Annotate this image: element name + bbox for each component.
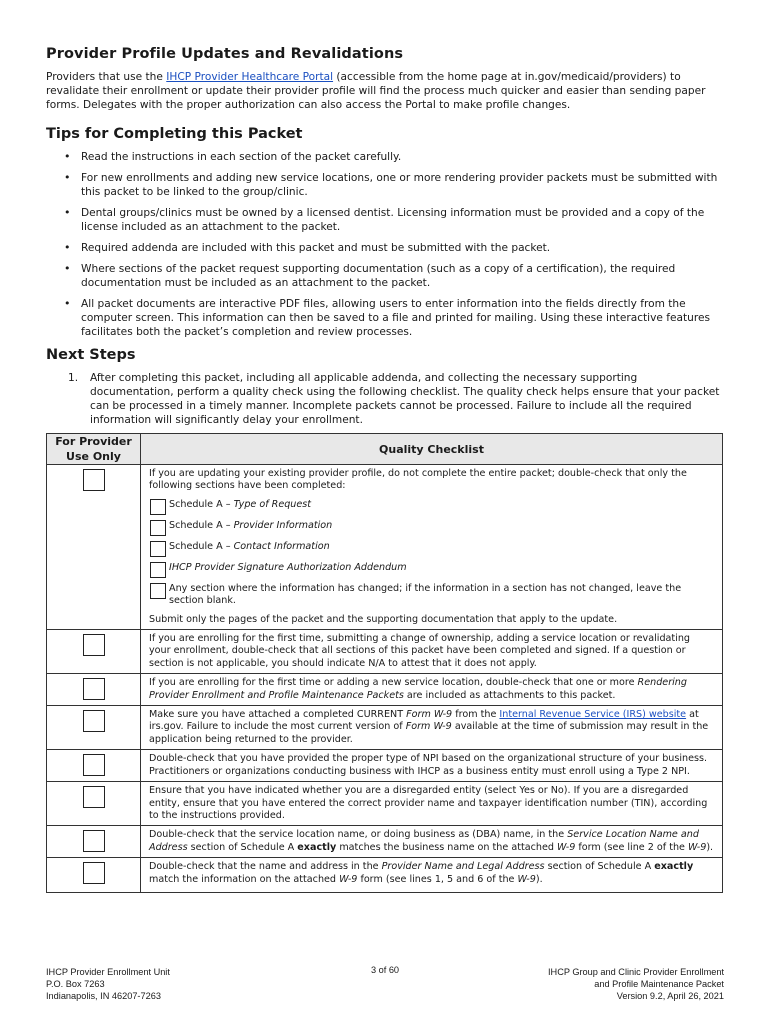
quality-checklist-table bbox=[46, 433, 723, 893]
text-run: section of Schedule A bbox=[544, 861, 655, 873]
text-run-italic: W-9 bbox=[339, 873, 358, 885]
tip-item: • For new enrollments and adding new service locations, one or more rendering provider packets must be submitted with this packet to be linked to the group/clinic. bbox=[64, 171, 722, 199]
text-run: If you are enrolling for the first time or adding a new service location, double-check that one or more bbox=[149, 677, 638, 689]
text-run-italic: W-9 bbox=[557, 841, 576, 853]
footer-document-info bbox=[548, 966, 724, 1002]
footer-city: Indianapolis, IN 46207-7263 bbox=[46, 991, 161, 1001]
tip-item: • Read the instructions in each section of the packet carefully. bbox=[64, 150, 722, 164]
text-run: at irs.gov. Failure to include the most current version of bbox=[149, 709, 699, 733]
sub-label: Schedule A – bbox=[169, 519, 234, 531]
sub-label-italic: Type of Request bbox=[233, 498, 312, 510]
checkbox-cell bbox=[47, 750, 141, 782]
tip-item: • Required addenda are included with this packet and must be submitted with the packet. bbox=[64, 241, 722, 255]
row1-outro: Submit only the pages of the packet and the supporting documentation that apply to the update. bbox=[149, 613, 618, 625]
sub-check-item bbox=[149, 497, 714, 514]
tip-item: • Dental groups/clinics must be owned by a licensed dentist. Licensing information must be provided and a copy of the license included as an attachment to the packet. bbox=[64, 206, 722, 234]
footer-po-box: P.O. Box 7263 bbox=[46, 979, 105, 989]
checkbox-cell bbox=[47, 826, 141, 858]
sub-label-italic: Provider Information bbox=[233, 519, 333, 531]
checklist-row bbox=[47, 782, 723, 826]
checklist-text: Ensure that you have indicated whether you are a disregarded entity (select Yes or No). If you are a disregarded entity, ensure that you have entered the correct provider name and taxpayer identification number (TIN), according to the instructions provided. bbox=[141, 782, 723, 826]
sub-check-item bbox=[149, 581, 714, 608]
provider-use-header: For Provider Use Only bbox=[47, 434, 141, 465]
provider-checkbox[interactable] bbox=[83, 469, 105, 491]
text-run-bold: exactly bbox=[654, 861, 694, 873]
text-run: form (see lines 1, 5 and 6 of the bbox=[357, 873, 518, 885]
footer-doc-title: IHCP Group and Clinic Provider Enrollment bbox=[548, 967, 724, 977]
text-run: Make sure you have attached a completed CURRENT bbox=[149, 709, 407, 721]
provider-checkbox[interactable] bbox=[83, 786, 105, 808]
intro-text-post: (accessible from the home page at in.gov/medicaid/providers) to revalidate their enrollment or update their provider profile will find the process much quicker and easier than sending paper forms. Delegates with the proper authorization can also access the Portal to make profile changes. bbox=[46, 71, 706, 111]
checkbox-cell bbox=[47, 465, 141, 630]
sub-check-item bbox=[149, 539, 714, 556]
tips-list bbox=[46, 150, 722, 339]
sub-checkbox[interactable] bbox=[150, 520, 166, 536]
text-run-italic: Form W-9 bbox=[405, 721, 452, 733]
checklist-row bbox=[47, 630, 723, 674]
text-run: Double-check that the service location name, or doing business as (DBA) name, in the bbox=[149, 829, 568, 841]
section-heading-tips: Tips for Completing this Packet bbox=[46, 126, 303, 142]
checklist-text bbox=[141, 858, 723, 893]
sub-label: Schedule A – bbox=[169, 540, 234, 552]
row1-intro: If you are updating your existing provider profile, do not complete the entire packet; double-check that only the following sections have been completed: bbox=[149, 468, 687, 492]
footer-doc-subtitle: and Profile Maintenance Packet bbox=[594, 979, 724, 989]
sub-label-italic: Contact Information bbox=[233, 540, 330, 552]
text-run: from the bbox=[452, 709, 500, 721]
checklist-text bbox=[141, 465, 723, 630]
sub-label-italic: IHCP Provider Signature Authorization Addendum bbox=[169, 561, 407, 573]
provider-checkbox[interactable] bbox=[83, 862, 105, 884]
footer-unit: IHCP Provider Enrollment Unit bbox=[46, 967, 170, 977]
step-number: 1. bbox=[68, 372, 79, 384]
step-item bbox=[68, 371, 722, 427]
checkbox-cell bbox=[47, 674, 141, 706]
text-run: Double-check that the name and address in the bbox=[149, 861, 382, 873]
text-run: match the information on the attached bbox=[149, 873, 340, 885]
tip-item: • All packet documents are interactive PDF files, allowing users to enter information into the fields directly from the computer screen. This information can then be saved to a file and printed for mailing. Using these interactive features facilitates both the packet’s completion and review processes. bbox=[64, 297, 722, 339]
irs-website-link[interactable]: Internal Revenue Service (IRS) website bbox=[499, 709, 687, 721]
provider-checkbox[interactable] bbox=[83, 678, 105, 700]
provider-checkbox[interactable] bbox=[83, 830, 105, 852]
checklist-text bbox=[141, 826, 723, 858]
checkbox-cell bbox=[47, 858, 141, 893]
document-page bbox=[46, 46, 722, 893]
sub-label: Any section where the information has changed; if the information in a section has not changed, leave the section blank. bbox=[169, 582, 682, 607]
text-run-italic: W-9 bbox=[688, 841, 707, 853]
sub-check-item bbox=[149, 560, 714, 577]
text-run: available at the time of submission may result in the application being returned to the provider. bbox=[149, 721, 709, 745]
sub-check-item bbox=[149, 518, 714, 535]
text-run: matches the business name on the attached bbox=[336, 841, 558, 853]
portal-link[interactable]: IHCP Provider Healthcare Portal bbox=[166, 71, 334, 83]
sub-checkbox[interactable] bbox=[150, 541, 166, 557]
section-heading-next-steps: Next Steps bbox=[46, 347, 136, 363]
checklist-row bbox=[47, 674, 723, 706]
checklist-row bbox=[47, 706, 723, 750]
footer-version: Version 9.2, April 26, 2021 bbox=[616, 991, 724, 1001]
text-run-italic: Form W-9 bbox=[406, 709, 453, 721]
intro-text-pre: Providers that use the bbox=[46, 71, 167, 83]
provider-checkbox[interactable] bbox=[83, 634, 105, 656]
checklist-row bbox=[47, 858, 723, 893]
text-run-italic: Provider Name and Legal Address bbox=[381, 861, 545, 873]
quality-checklist-header: Quality Checklist bbox=[141, 434, 723, 465]
checklist-row bbox=[47, 750, 723, 782]
text-run: ). bbox=[706, 841, 714, 853]
checklist-text bbox=[141, 706, 723, 750]
checkbox-cell bbox=[47, 630, 141, 674]
checklist-header-row bbox=[47, 434, 723, 465]
checkbox-cell bbox=[47, 782, 141, 826]
text-run: section of Schedule A bbox=[187, 841, 298, 853]
checklist-row bbox=[47, 465, 723, 630]
text-run: form (see line 2 of the bbox=[575, 841, 688, 853]
tip-item: • Where sections of the packet request supporting documentation (such as a copy of a certification), the required documentation must be included as an attachment to the packet. bbox=[64, 262, 722, 290]
checklist-text: If you are enrolling for the first time, submitting a change of ownership, adding a service location or revalidating your enrollment, double-check that all sections of this packet have been completed and signed. If a question or section is not applicable, you should indicate N/A to attest that it does not apply. bbox=[141, 630, 723, 674]
sub-checkbox[interactable] bbox=[150, 562, 166, 578]
sub-checkbox[interactable] bbox=[150, 499, 166, 515]
provider-checkbox[interactable] bbox=[83, 710, 105, 732]
text-run-italic: Service Location Name and Address bbox=[149, 829, 699, 853]
page-number: 3 of 60 bbox=[370, 965, 400, 975]
sub-checkbox[interactable] bbox=[150, 583, 166, 599]
section-heading-profile-updates: Provider Profile Updates and Revalidations bbox=[46, 46, 404, 62]
sub-label: Schedule A – bbox=[169, 498, 234, 510]
text-run-bold: exactly bbox=[297, 841, 337, 853]
text-run: are included as attachments to this packet. bbox=[403, 689, 616, 701]
checkbox-cell bbox=[47, 706, 141, 750]
profile-updates-paragraph bbox=[46, 70, 722, 112]
text-run: ). bbox=[535, 873, 543, 885]
text-run-italic: Rendering Provider Enrollment and Profile Maintenance Packets bbox=[149, 677, 687, 701]
provider-checkbox[interactable] bbox=[83, 754, 105, 776]
checklist-row bbox=[47, 826, 723, 858]
step-text: After completing this packet, including all applicable addenda, and collecting the necessary supporting documentation, perform a quality check using the following checklist. The quality check helps ensure that your packet can be processed in a timely manner. Incomplete packets cannot be processed. Failure to include all the required information will significantly delay your enrollment. bbox=[90, 372, 720, 426]
text-run-italic: W-9 bbox=[517, 873, 536, 885]
next-steps-list bbox=[46, 371, 722, 427]
checklist-text: Double-check that you have provided the proper type of NPI based on the organizational structure of your business. Practitioners or organizations conducting business with IHCP as a business entity must enroll using a Type 2 NPI. bbox=[141, 750, 723, 782]
checklist-text bbox=[141, 674, 723, 706]
